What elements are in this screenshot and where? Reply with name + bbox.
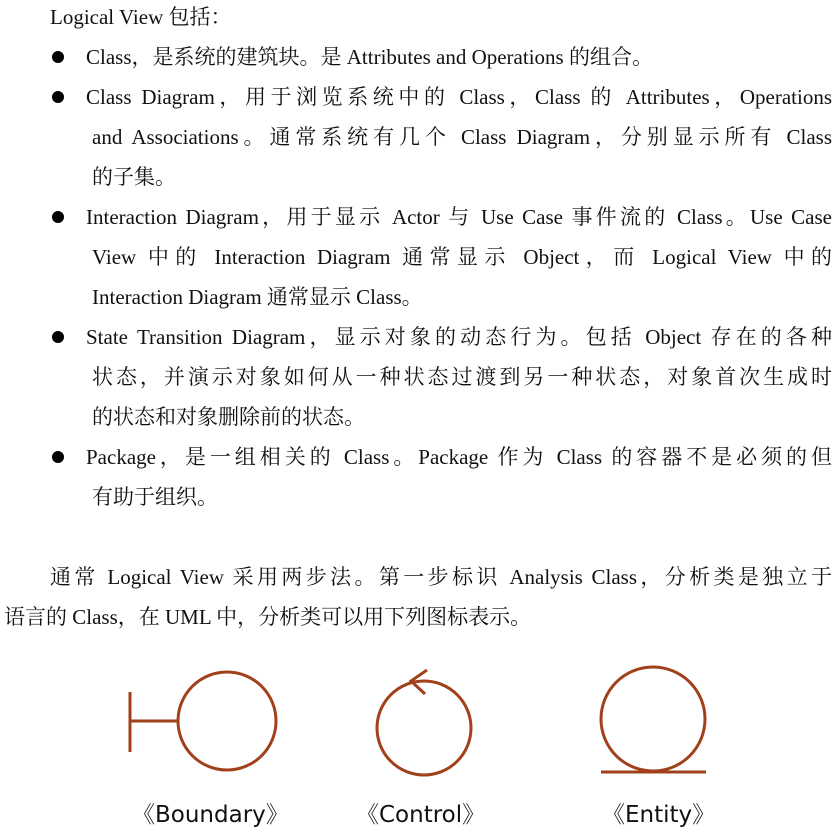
paragraph-line-1: 通常 Logical View 采用两步法。第一步标识 Analysis Class，分析类是独立于 xyxy=(50,565,832,589)
bullet-1-line-1: Class，是系统的建筑块。是 Attributes and Operations 的组合。 xyxy=(86,45,653,69)
control-icon xyxy=(377,670,471,775)
bullet-4-line-2: 状态，并演示对象如何从一种状态过渡到另一种状态，对象首次生成时 xyxy=(92,365,832,389)
bullet-3-line-3: Interaction Diagram 通常显示 Class。 xyxy=(92,285,423,309)
bullet-2-line-1: Class Diagram，用于浏览系统中的 Class，Class 的 Attributes，Operations xyxy=(86,85,832,109)
bullet-dot xyxy=(52,331,64,343)
bullet-5-line-1: Package，是一组相关的 Class。Package 作为 Class 的容器不是必须的但 xyxy=(86,445,832,469)
entity-icon xyxy=(601,667,706,772)
paragraph-line-2: 语言的 Class，在 UML 中，分析类可以用下列图标表示。 xyxy=(4,605,532,629)
boundary-icon xyxy=(130,672,276,770)
bullet-5-line-2: 有助于组织。 xyxy=(92,485,218,509)
bullet-4-line-1: State Transition Diagram，显示对象的动态行为。包括 Object 存在的各种 xyxy=(86,325,832,349)
bullet-dot xyxy=(52,211,64,223)
bullet-dot xyxy=(52,451,64,463)
bullet-2-line-3: 的子集。 xyxy=(92,165,176,189)
entity-caption: 《Entity》 xyxy=(602,802,716,828)
bullet-2-line-2: and Associations。通常系统有几个 Class Diagram，分别显示所有 Class xyxy=(92,125,832,149)
bullet-dot xyxy=(52,91,64,103)
intro-heading: Logical View 包括： xyxy=(50,5,232,29)
control-caption: 《Control》 xyxy=(356,802,486,828)
bullet-3-line-2: View 中的 Interaction Diagram 通常显示 Object，而 Logical View 中的 xyxy=(92,245,832,269)
boundary-caption: 《Boundary》 xyxy=(132,802,289,828)
bullet-3-line-1: Interaction Diagram，用于显示 Actor 与 Use Case 事件流的 Class。Use Case xyxy=(86,205,832,229)
bullet-dot xyxy=(52,51,64,63)
bullet-4-line-3: 的状态和对象删除前的状态。 xyxy=(92,405,365,429)
